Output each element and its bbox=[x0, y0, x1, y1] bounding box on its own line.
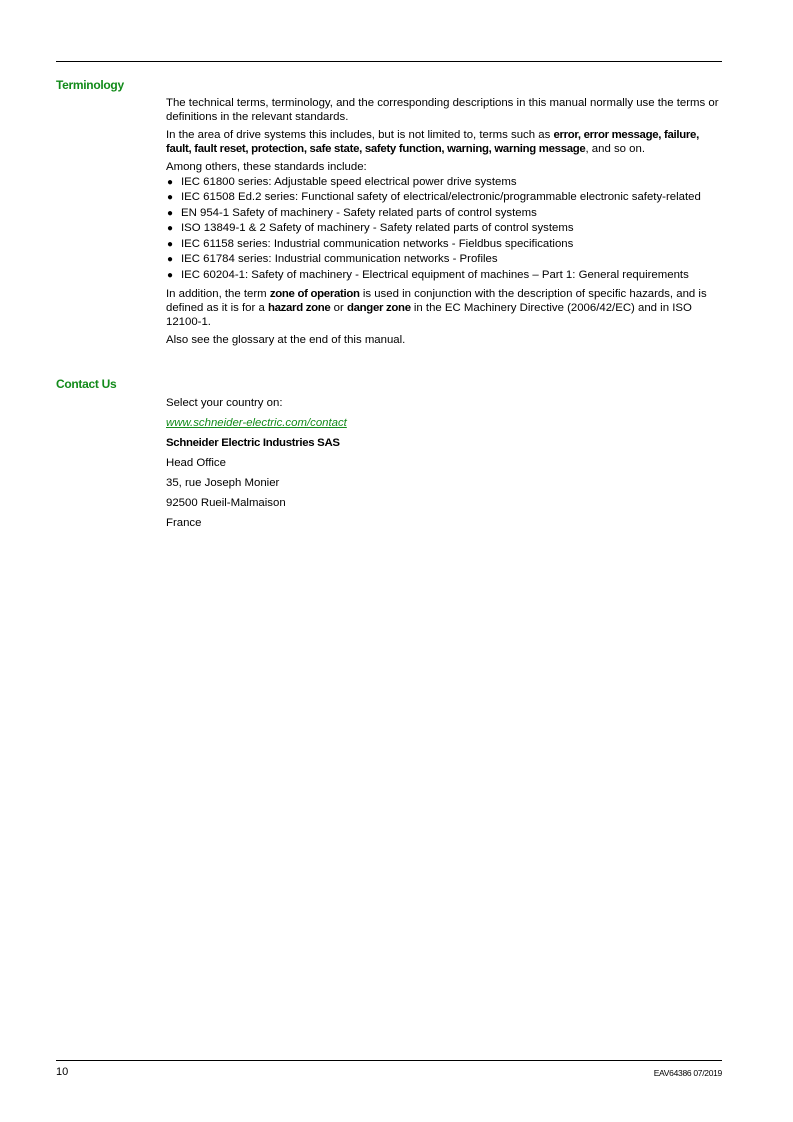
terminology-section bbox=[166, 97, 724, 348]
terms-list: error, error message, failure, fault, fault reset, protection, safe state, safety function, warning, warning message bbox=[166, 129, 699, 155]
contact-link[interactable]: www.schneider-electric.com/contact bbox=[166, 417, 347, 429]
standards-intro: Among others, these standards include: bbox=[166, 161, 367, 174]
standards-list bbox=[166, 175, 724, 284]
bullet-icon: ● bbox=[167, 269, 174, 281]
bullet-icon: ● bbox=[167, 254, 174, 266]
list-item: ● IEC 61508 Ed.2 series: Functional safety of electrical/electronic/programmable electronic safety-related bbox=[166, 190, 724, 206]
company-name: Schneider Electric Industries SAS bbox=[166, 437, 340, 449]
list-item: ● IEC 61800 series: Adjustable speed electrical power drive systems bbox=[166, 175, 724, 191]
list-item: ● ISO 13849-1 & 2 Safety of machinery - Safety related parts of control systems bbox=[166, 221, 724, 237]
bullet-icon: ● bbox=[167, 223, 174, 235]
terminology-heading: Terminology bbox=[56, 78, 124, 92]
glossary-note: Also see the glossary at the end of this manual. bbox=[166, 334, 406, 347]
terms-lead: In the area of drive systems this includes, but is not limited to, terms such as bbox=[166, 129, 554, 142]
country: France bbox=[166, 517, 202, 529]
terms-tail: , and so on. bbox=[585, 142, 645, 155]
document-reference: EAV64386 07/2019 bbox=[653, 1068, 722, 1078]
select-country-text: Select your country on: bbox=[166, 397, 283, 409]
city-address: 92500 Rueil-Malmaison bbox=[166, 497, 286, 509]
contact-section bbox=[166, 396, 724, 536]
list-item: ● IEC 61784 series: Industrial communication networks - Profiles bbox=[166, 252, 724, 268]
bullet-icon: ● bbox=[167, 192, 174, 204]
contact-heading: Contact Us bbox=[56, 377, 117, 391]
zone-of-operation-paragraph: In addition, the term zone of operation is used in conjunction with the description of specific hazards, and is defined as it is for a hazard zone or danger zone in the EC Machinery Directive (2006/42/EC) and in ISO 12100-1. bbox=[166, 288, 707, 328]
list-item: ● IEC 60204-1: Safety of machinery - Electrical equipment of machines – Part 1: General requirements bbox=[166, 268, 724, 284]
footer-rule bbox=[56, 1060, 722, 1061]
header-rule bbox=[56, 61, 722, 62]
list-item: ● IEC 61158 series: Industrial communication networks - Fieldbus specifications bbox=[166, 237, 724, 253]
bullet-icon: ● bbox=[167, 238, 174, 250]
bullet-icon: ● bbox=[167, 207, 174, 219]
list-item: ● EN 954-1 Safety of machinery - Safety related parts of control systems bbox=[166, 206, 724, 222]
terminology-terms-paragraph bbox=[166, 129, 724, 156]
terminology-intro: The technical terms, terminology, and the corresponding descriptions in this manual normally use the terms or definitions in the relevant standards. bbox=[166, 97, 719, 123]
page-number: 10 bbox=[56, 1066, 69, 1078]
head-office: Head Office bbox=[166, 457, 226, 469]
bullet-icon: ● bbox=[167, 176, 174, 188]
street-address: 35, rue Joseph Monier bbox=[166, 477, 280, 489]
